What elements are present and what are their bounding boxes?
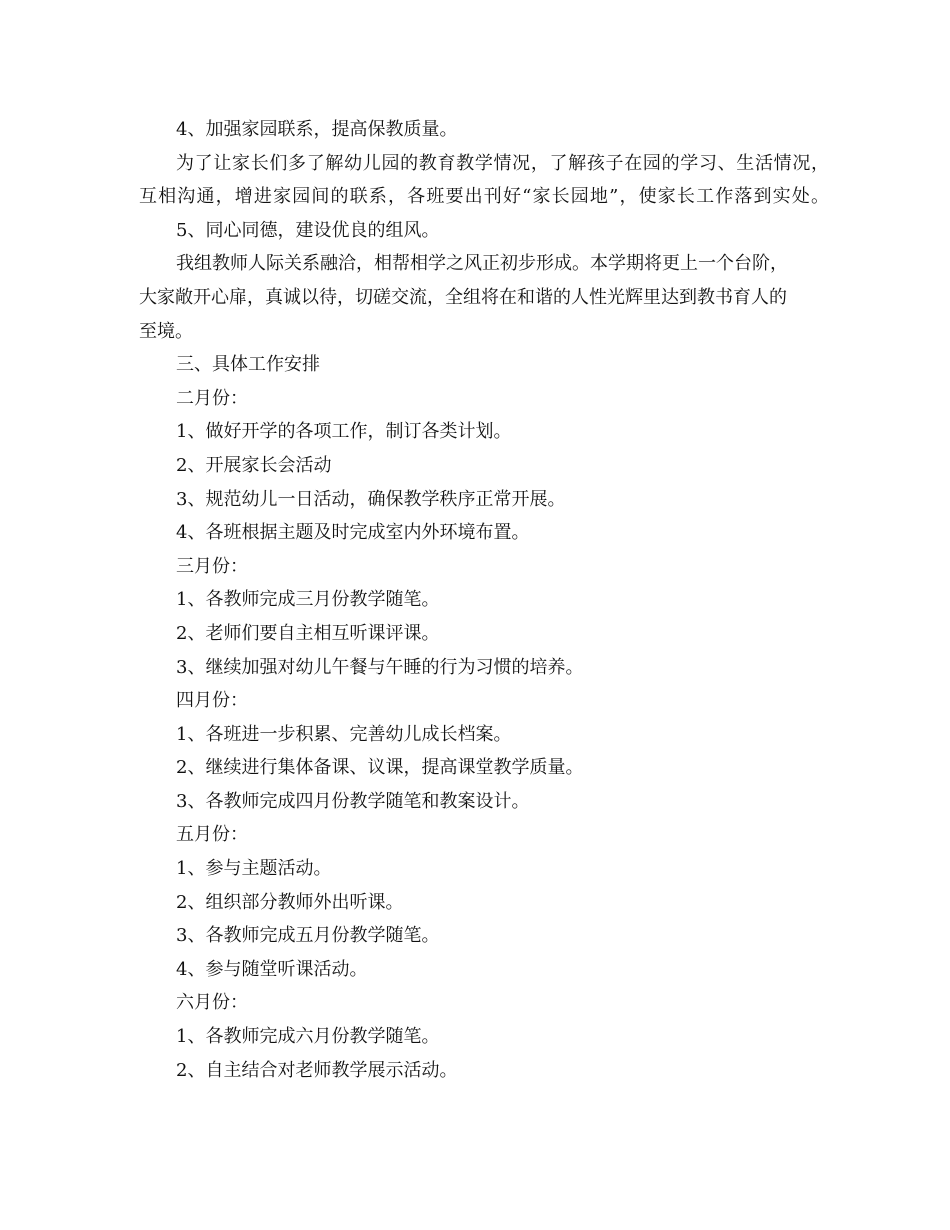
text-line: 1、参与主题活动。 [176,858,332,880]
text-line: 2、自主结合对老师教学展示活动。 [176,1059,458,1081]
text-line: 互相沟通，增进家园间的联系，各班要出刊好“家长园地”，使家长工作落到实处。 [139,186,829,208]
text-line: 六月份： [176,992,248,1014]
text-line: 4、加强家园联系，提高保教质量。 [176,119,458,140]
text-line: 5、同心同德，建设优良的组风。 [176,219,440,241]
text-line: 4、参与随堂听课活动。 [176,958,368,980]
document-body [139,113,829,1087]
text-line: 4、各班根据主题及时完成室内外环境布置。 [176,522,530,544]
text-line: 五月份： [176,824,248,846]
text-line: 为了让家长们多了解幼儿园的教育教学情况，了解孩子在园的学习、生活情况， [176,152,829,174]
text-line: 2、开展家长会活动 [176,454,332,476]
text-line: 至境。 [139,320,193,342]
text-line: 我组教师人际关系融洽，相帮相学之风正初步形成。本学期将更上一个台阶， [176,253,788,275]
text-line: 3、各教师完成四月份教学随笔和教案设计。 [176,790,530,812]
text-line: 二月份： [176,387,248,409]
text-line: 3、继续加强对幼儿午餐与午睡的行为习惯的培养。 [176,656,584,678]
text-line: 3、规范幼儿一日活动，确保教学秩序正常开展。 [176,488,566,510]
text-line: 1、各班进一步积累、完善幼儿成长档案。 [176,723,512,745]
text-line: 2、继续进行集体备课、议课，提高课堂教学质量。 [176,757,584,779]
text-line: 三、具体工作安排 [176,354,320,376]
text-line: 2、老师们要自主相互听课评课。 [176,622,440,644]
text-line: 2、组织部分教师外出听课。 [176,891,404,913]
text-line: 三月份： [176,555,248,577]
text-line: 1、各教师完成六月份教学随笔。 [176,1026,440,1048]
text-line: 四月份： [176,690,248,712]
text-line: 大家敞开心扉，真诚以待，切磋交流，全组将在和谐的人性光辉里达到教书育人的 [139,286,787,308]
text-line: 1、各教师完成三月份教学随笔。 [176,589,440,611]
text-line: 1、做好开学的各项工作，制订各类计划。 [176,421,512,443]
text-line: 3、各教师完成五月份教学随笔。 [176,925,440,947]
